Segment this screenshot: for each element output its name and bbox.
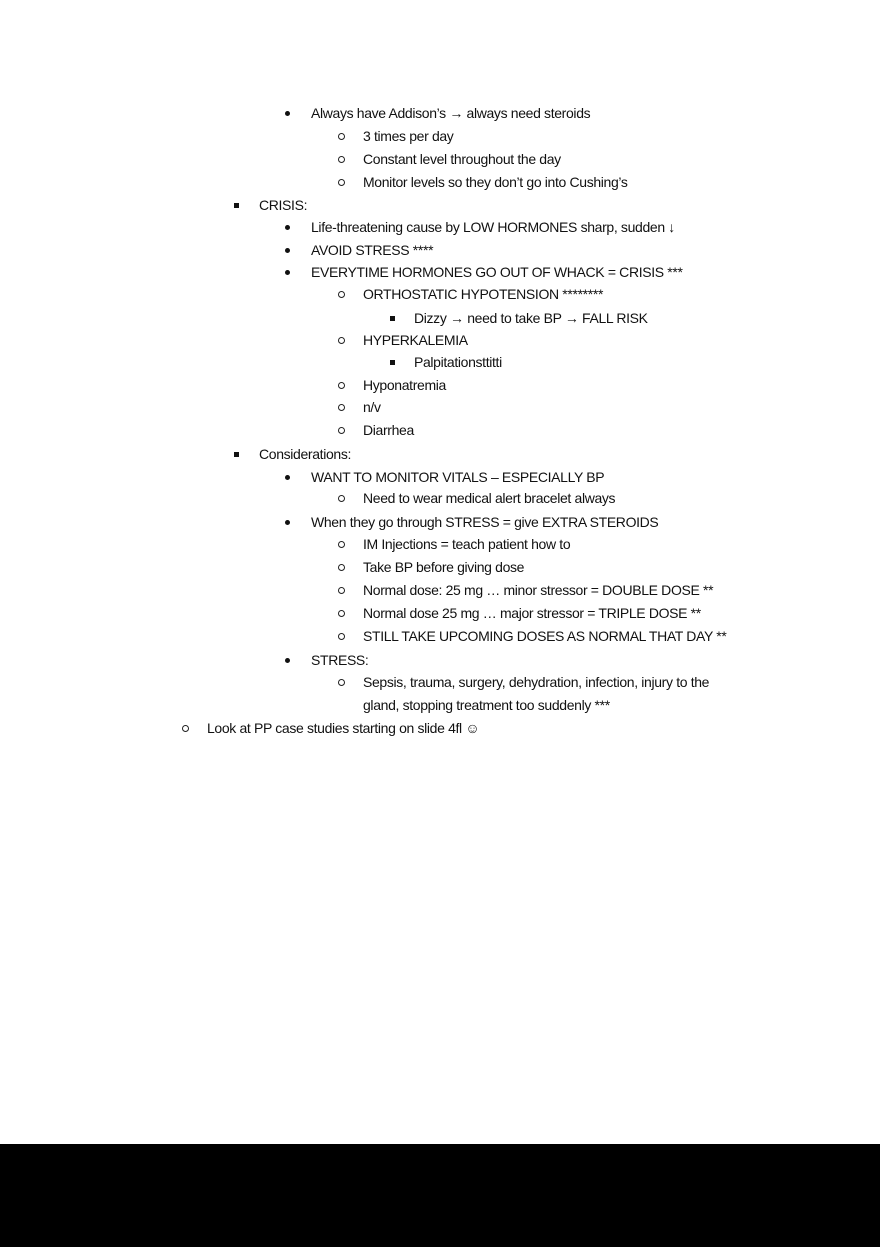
- list-item: [0, 579, 880, 601]
- list-item-text: IM Injections = teach patient how to: [363, 536, 571, 552]
- list-item-text: Constant level throughout the day: [363, 151, 561, 167]
- list-item-text: WANT TO MONITOR VITALS – ESPECIALLY BP: [311, 469, 605, 485]
- list-item: [0, 625, 880, 647]
- list-item: [0, 511, 880, 533]
- list-item-text: STRESS:: [311, 652, 369, 668]
- list-item: [0, 216, 880, 238]
- list-item: [0, 307, 880, 329]
- list-item: [0, 649, 880, 671]
- list-item: [0, 717, 880, 739]
- list-item-text: AVOID STRESS ****: [311, 242, 434, 258]
- list-item-text: Sepsis, trauma, surgery, dehydration, infection, injury to the: [363, 674, 710, 690]
- list-item-text: Need to wear medical alert bracelet always: [363, 490, 616, 506]
- section-heading: CRISIS:: [259, 197, 308, 213]
- list-item: [0, 374, 880, 396]
- list-item: [0, 148, 880, 170]
- list-item-text: EVERYTIME HORMONES GO OUT OF WHACK = CRISIS ***: [311, 264, 683, 280]
- list-item-text: Normal dose 25 mg … major stressor = TRIPLE DOSE **: [363, 605, 701, 621]
- list-item-text: When they go through STRESS = give EXTRA STEROIDS: [311, 514, 659, 530]
- list-item: [0, 171, 880, 193]
- list-item: [0, 283, 880, 305]
- list-item-text: ORTHOSTATIC HYPOTENSION ********: [363, 286, 604, 302]
- list-item: [0, 602, 880, 624]
- list-item: [0, 351, 880, 373]
- list-item: [0, 125, 880, 147]
- list-item-text: Life-threatening cause by LOW HORMONES sharp, sudden ↓: [311, 219, 675, 235]
- list-item-text: Normal dose: 25 mg … minor stressor = DOUBLE DOSE **: [363, 582, 714, 598]
- list-item: [0, 102, 880, 124]
- list-item: [0, 239, 880, 261]
- list-item-text: n/v: [363, 399, 381, 415]
- list-item-text: Take BP before giving dose: [363, 559, 525, 575]
- list-item: [0, 443, 880, 465]
- list-item-text: gland, stopping treatment too suddenly ***: [363, 697, 610, 713]
- black-bottom-region: [0, 1144, 880, 1247]
- list-item-continuation: [0, 694, 880, 716]
- list-item-text: Diarrhea: [363, 422, 414, 438]
- list-item-text: Look at PP case studies starting on slide 4fl ☺: [207, 720, 480, 736]
- list-item-text: Monitor levels so they don’t go into Cushing’s: [363, 174, 628, 190]
- list-item-text: Always have Addison’s → always need steroids: [311, 105, 591, 121]
- list-item: [0, 419, 880, 441]
- list-item-text: 3 times per day: [363, 128, 454, 144]
- list-item: [0, 329, 880, 351]
- list-item-text: Palpitationsttitti: [414, 354, 502, 370]
- list-item-text: STILL TAKE UPCOMING DOSES AS NORMAL THAT DAY **: [363, 628, 727, 644]
- list-item: [0, 261, 880, 283]
- list-item: [0, 533, 880, 555]
- list-item: [0, 487, 880, 509]
- list-item: [0, 671, 880, 693]
- list-item-text: Dizzy → need to take BP → FALL RISK: [414, 310, 648, 326]
- list-item: [0, 396, 880, 418]
- list-item-text: HYPERKALEMIA: [363, 332, 468, 348]
- list-item: [0, 556, 880, 578]
- list-item: [0, 466, 880, 488]
- list-item-text: Hyponatremia: [363, 377, 446, 393]
- section-heading: Considerations:: [259, 446, 352, 462]
- list-item: [0, 194, 880, 216]
